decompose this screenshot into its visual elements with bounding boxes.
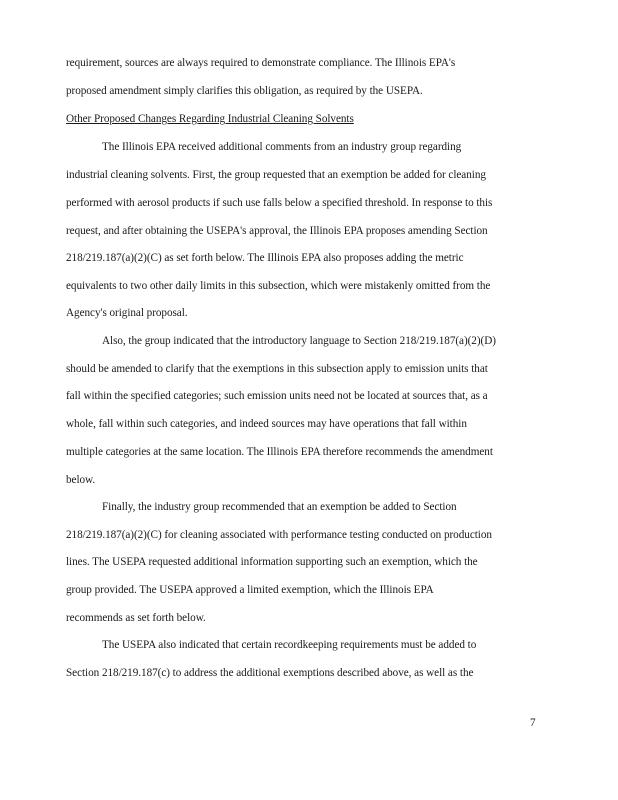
body-line: The Illinois EPA received additional comments from an industry group regarding: [102, 141, 462, 153]
body-line: Also, the group indicated that the introductory language to Section 218/219.187(a)(2)(D): [102, 335, 496, 347]
body-line: multiple categories at the same location. The Illinois EPA therefore recommends the amendment: [66, 446, 493, 458]
body-line: request, and after obtaining the USEPA's approval, the Illinois EPA proposes amending Section: [66, 225, 488, 237]
body-line: 218/219.187(a)(2)(C) for cleaning associated with performance testing conducted on production: [66, 529, 492, 541]
body-line: Agency's original proposal.: [66, 307, 188, 319]
body-line: recommends as set forth below.: [66, 612, 206, 624]
body-line: 218/219.187(a)(2)(C) as set forth below. The Illinois EPA also proposes adding the metric: [66, 252, 464, 264]
body-line: below.: [66, 474, 96, 486]
body-line: proposed amendment simply clarifies this obligation, as required by the USEPA.: [66, 85, 423, 97]
section-heading: Other Proposed Changes Regarding Industrial Cleaning Solvents: [66, 113, 354, 125]
body-line: industrial cleaning solvents. First, the group requested that an exemption be added for cleaning: [66, 169, 486, 181]
body-line: The USEPA also indicated that certain recordkeeping requirements must be added to: [102, 639, 477, 651]
body-line: requirement, sources are always required to demonstrate compliance. The Illinois EPA's: [66, 57, 456, 69]
body-line: Section 218/219.187(c) to address the additional exemptions described above, as well as the: [66, 667, 474, 679]
body-line: equivalents to two other daily limits in this subsection, which were mistakenly omitted from the: [66, 280, 491, 292]
body-line: whole, fall within such categories, and indeed sources may have operations that fall within: [66, 418, 467, 430]
body-line: lines. The USEPA requested additional information supporting such an exemption, which the: [66, 556, 478, 568]
body-line: group provided. The USEPA approved a limited exemption, which the Illinois EPA: [66, 584, 434, 596]
body-line: fall within the specified categories; such emission units need not be located at sources that, as a: [66, 390, 488, 402]
body-line: performed with aerosol products if such use falls below a specified threshold. In response to this: [66, 197, 493, 209]
page-number: 7: [530, 717, 536, 729]
body-line: Finally, the industry group recommended that an exemption be added to Section: [102, 501, 457, 513]
body-line: should be amended to clarify that the exemptions in this subsection apply to emission units that: [66, 363, 488, 375]
